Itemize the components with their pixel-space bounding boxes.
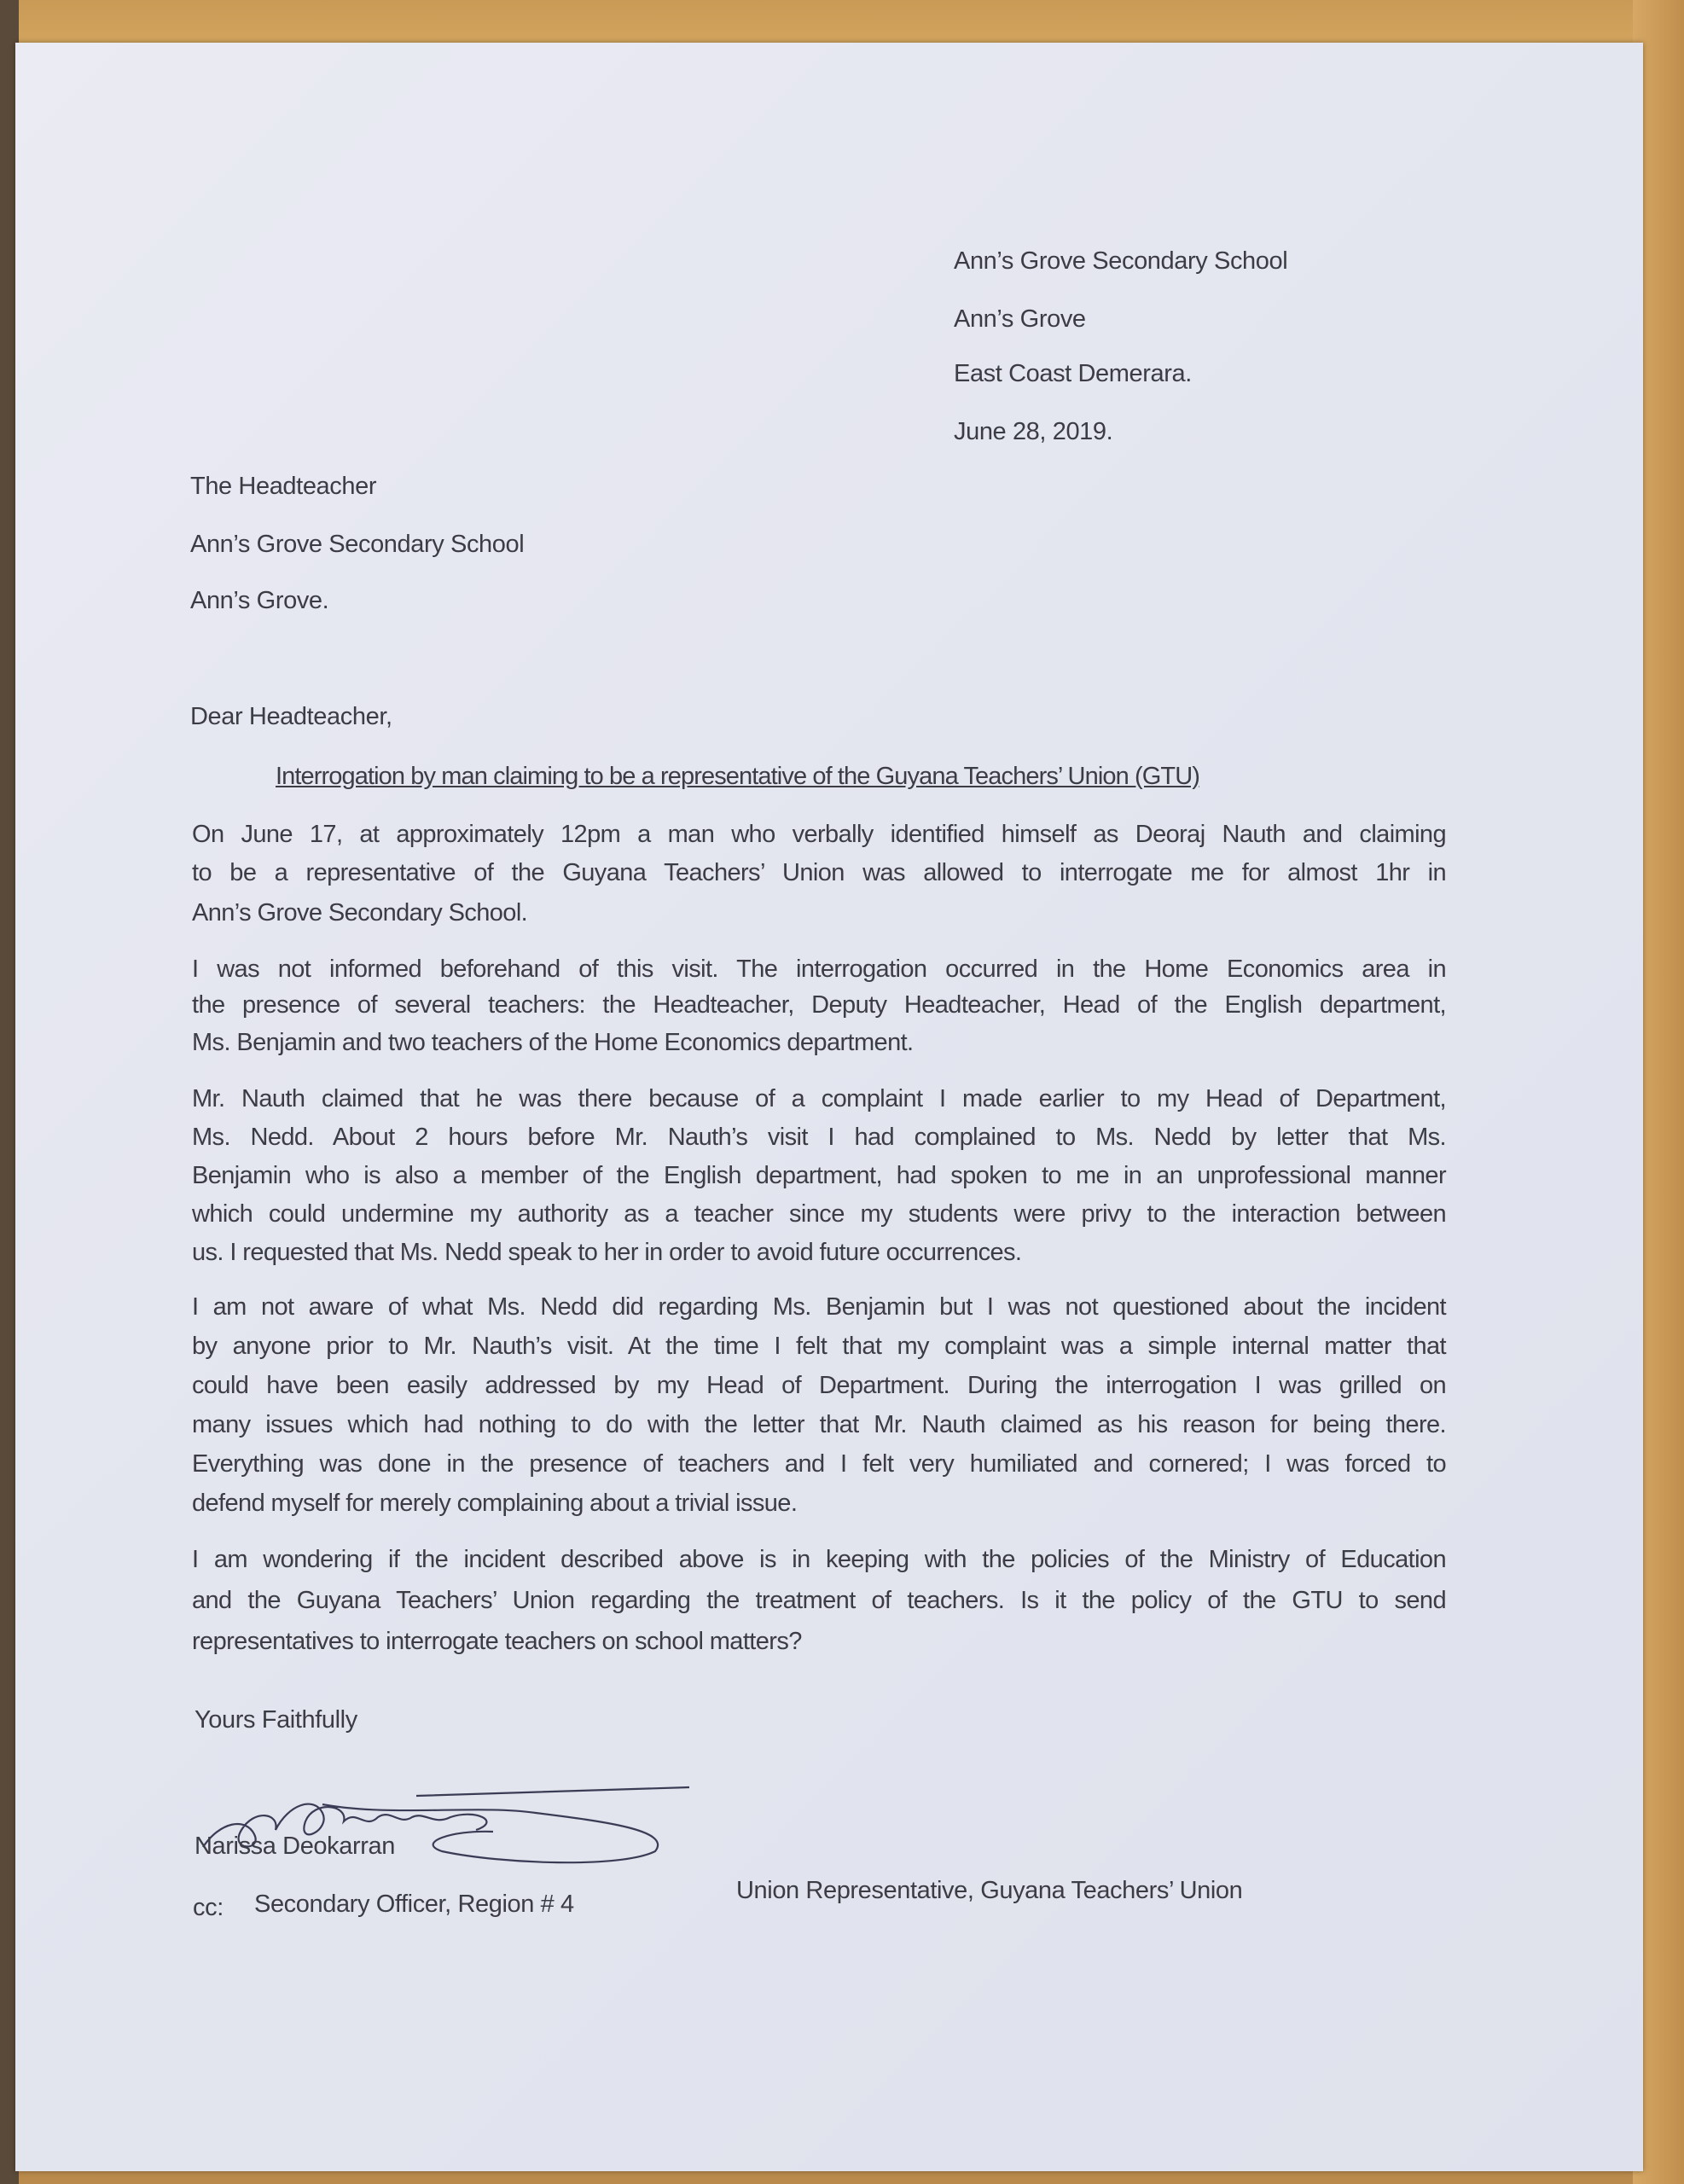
text-line: and the Guyana Teachers’ Union regarding the treatment of teachers. Is it the policy of the GTU to send [192, 1587, 1446, 1614]
signatory-name: Narissa Deokarran [195, 1833, 395, 1860]
sender-town: Ann’s Grove [954, 305, 1086, 333]
text-line: which could undermine my authority as a teacher since my students were privy to the interaction between [192, 1200, 1446, 1228]
closing: Yours Faithfully [195, 1706, 357, 1734]
salutation: Dear Headteacher, [190, 703, 392, 730]
text-line: I am not aware of what Ms. Nedd did regarding Ms. Benjamin but I was not questioned about the incident [192, 1293, 1446, 1321]
cc-recipient: Union Representative, Guyana Teachers’ Union [736, 1877, 1243, 1904]
text-line: Ann’s Grove Secondary School. [192, 899, 528, 926]
text-line: us. I requested that Ms. Nedd speak to her in order to avoid future occurrences. [192, 1239, 1022, 1266]
letter-page [15, 43, 1643, 2171]
recipient-town: Ann’s Grove. [190, 587, 329, 614]
text-line: representatives to interrogate teachers on school matters? [192, 1628, 802, 1655]
sender-region: East Coast Demerara. [954, 360, 1192, 387]
text-line: defend myself for merely complaining about a trivial issue. [192, 1490, 798, 1517]
letter-date: June 28, 2019. [954, 418, 1113, 445]
text-line: Benjamin who is also a member of the English department, had spoken to me in an unprofessional manner [192, 1162, 1446, 1189]
text-line: by anyone prior to Mr. Nauth’s visit. At the time I felt that my complaint was a simple internal matter that [192, 1333, 1446, 1360]
recipient-title: The Headteacher [190, 473, 377, 500]
text-line: On June 17, at approximately 12pm a man who verbally identified himself as Deoraj Nauth and claiming [192, 821, 1446, 848]
sender-school: Ann’s Grove Secondary School [954, 247, 1288, 275]
text-line: the presence of several teachers: the Headteacher, Deputy Headteacher, Head of the English department, [192, 991, 1446, 1019]
text-line: Everything was done in the presence of teachers and I felt very humiliated and cornered; I was forced to [192, 1450, 1446, 1478]
text-line: could have been easily addressed by my Head of Department. During the interrogation I was grilled on [192, 1372, 1446, 1399]
text-line: many issues which had nothing to do with the letter that Mr. Nauth claimed as his reason for being there. [192, 1411, 1446, 1438]
text-line: Mr. Nauth claimed that he was there because of a complaint I made earlier to my Head of Department, [192, 1085, 1446, 1112]
subject-line: Interrogation by man claiming to be a representative of the Guyana Teachers’ Union (GTU) [276, 763, 1200, 790]
text-line: Ms. Benjamin and two teachers of the Home Economics department. [192, 1029, 914, 1056]
text-line: Ms. Nedd. About 2 hours before Mr. Nauth’s visit I had complained to Ms. Nedd by letter that Ms. [192, 1124, 1446, 1151]
cc-recipient: Secondary Officer, Region # 4 [254, 1891, 574, 1918]
text-line: to be a representative of the Guyana Teachers’ Union was allowed to interrogate me for almost 1hr in [192, 859, 1446, 886]
recipient-school: Ann’s Grove Secondary School [190, 531, 525, 558]
text-line: I was not informed beforehand of this visit. The interrogation occurred in the Home Economics area in [192, 956, 1446, 983]
text-line: I am wondering if the incident described above is in keeping with the policies of the Ministry of Education [192, 1546, 1446, 1573]
cc-label: cc: [193, 1894, 224, 1921]
